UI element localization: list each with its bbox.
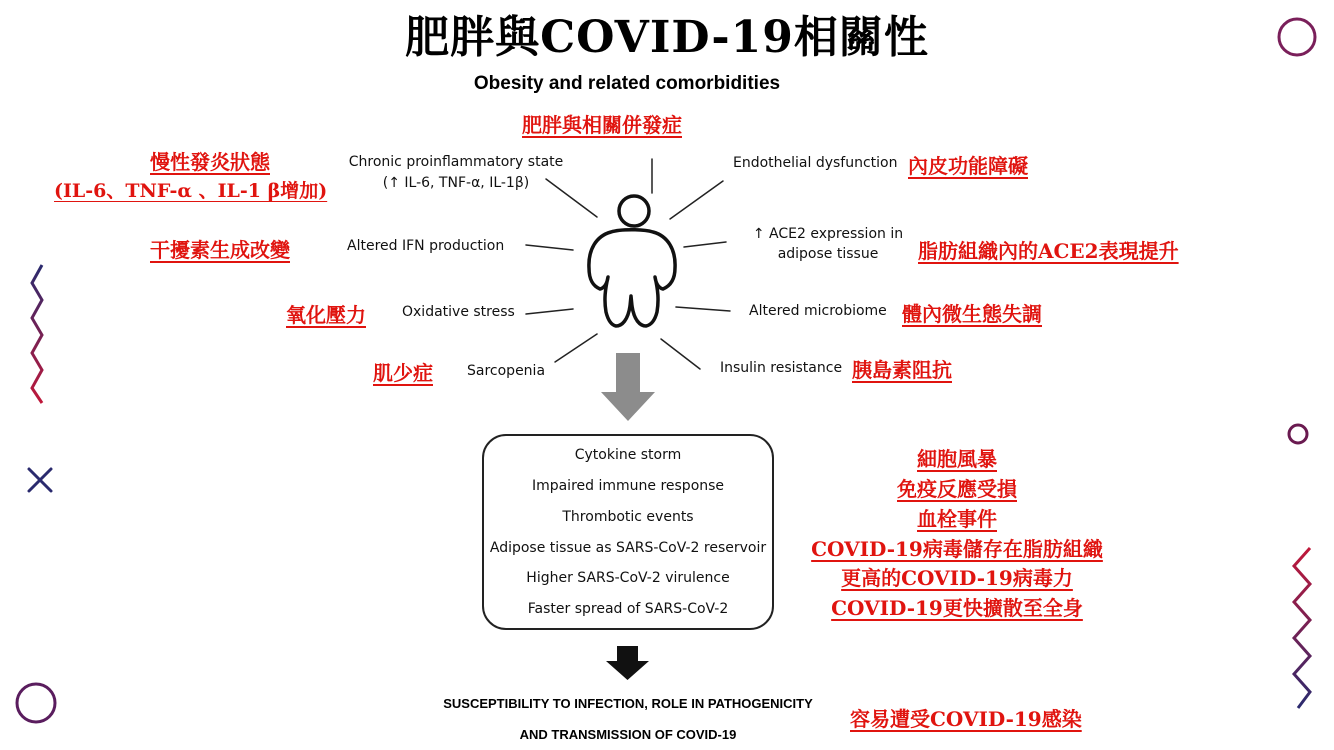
consequence-3-zh: 血栓事件 xyxy=(917,507,997,531)
chronic-zh-1: 慢性發炎狀態 xyxy=(150,150,270,174)
ifn-zh: 干擾素生成改變 xyxy=(150,238,290,262)
insulin-zh: 胰島素阻抗 xyxy=(852,358,952,382)
oxidative-zh: 氧化壓力 xyxy=(286,303,366,327)
sarcopenia-zh: 肌少症 xyxy=(373,361,433,385)
consequence-2-en: Impaired immune response xyxy=(531,478,725,494)
consequence-6-zh: COVID-19更快擴散至全身 xyxy=(831,596,1083,620)
decor-circle-bottom-left xyxy=(17,684,55,722)
microbiome-zh: 體內微生態失調 xyxy=(902,302,1042,326)
outcome-zh: 容易遭受COVID-19感染 xyxy=(850,707,1082,731)
consequence-6-en: Faster spread of SARS-CoV-2 xyxy=(527,601,729,617)
subtitle: Obesity and related comorbidities xyxy=(473,73,781,94)
decor-zigzag-right xyxy=(1294,548,1310,708)
insulin-en: Insulin resistance xyxy=(720,360,843,376)
decor-cross-left xyxy=(29,469,51,491)
down-arrow-gray xyxy=(601,353,655,421)
endothelial-zh: 內皮功能障礙 xyxy=(908,154,1028,178)
endothelial-en: Endothelial dysfunction xyxy=(733,155,898,171)
chronic-zh-2: (IL-6、TNF-α 、IL-1 β增加) xyxy=(54,180,328,202)
outcome-en-1: SUSCEPTIBILITY TO INFECTION, ROLE IN PATHOGENICITY xyxy=(443,696,813,711)
page-title: 肥胖與COVID-19相關性 xyxy=(405,12,929,63)
chronic-en-1: Chronic proinflammatory state xyxy=(348,154,564,170)
outcome-en-2: AND TRANSMISSION OF COVID-19 xyxy=(519,727,737,742)
consequences-box xyxy=(482,434,774,630)
obese-person-icon xyxy=(589,196,675,326)
consequence-4-en: Adipose tissue as SARS-CoV-2 reservoir xyxy=(489,540,767,556)
consequence-4-zh: COVID-19病毒儲存在脂肪組織 xyxy=(811,537,1103,561)
chronic-en-2: (↑ IL-6, TNF-α, IL-1β) xyxy=(382,175,530,191)
down-arrow-black xyxy=(606,646,649,680)
consequence-2-zh: 免疫反應受損 xyxy=(897,477,1017,501)
sarcopenia-en: Sarcopenia xyxy=(467,363,546,379)
oxidative-en: Oxidative stress xyxy=(402,304,515,320)
consequence-5-en: Higher SARS-CoV-2 virulence xyxy=(526,570,730,586)
consequence-3-en: Thrombotic events xyxy=(562,509,694,525)
decor-circle-mid-right xyxy=(1289,425,1307,443)
ace2-en-1: ↑ ACE2 expression in xyxy=(752,226,904,242)
ace2-zh: 脂肪組織內的ACE2表現提升 xyxy=(918,239,1179,263)
microbiome-en: Altered microbiome xyxy=(749,303,887,319)
subtitle-zh: 肥胖與相關併發症 xyxy=(522,113,682,137)
consequence-1-en: Cytokine storm xyxy=(574,447,682,463)
ace2-en-2: adipose tissue xyxy=(777,246,879,262)
ifn-en: Altered IFN production xyxy=(347,238,505,254)
consequence-5-zh: 更高的COVID-19病毒力 xyxy=(841,566,1073,590)
decor-zigzag-left xyxy=(32,265,42,403)
consequence-1-zh: 細胞風暴 xyxy=(917,447,997,471)
